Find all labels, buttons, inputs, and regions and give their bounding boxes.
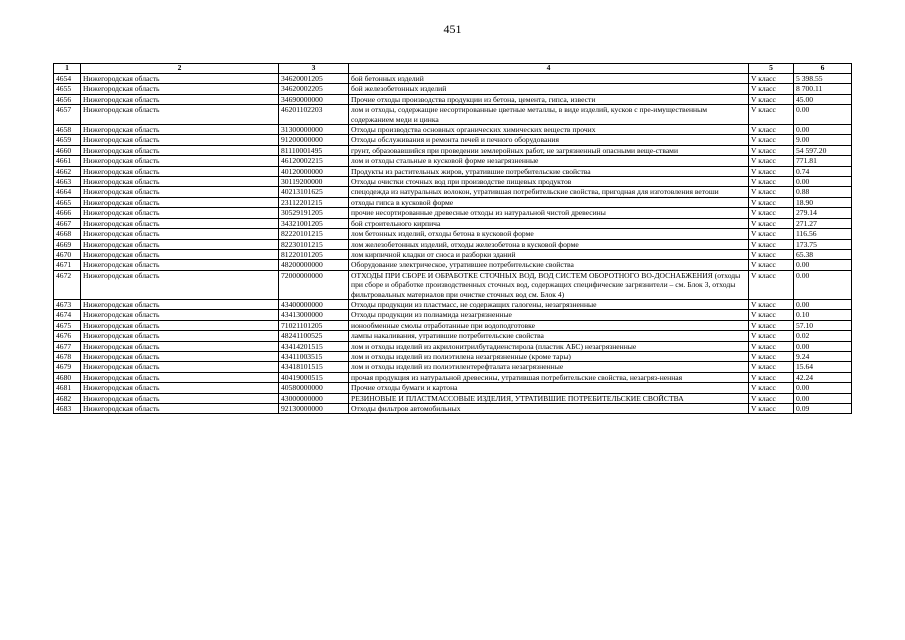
- description-cell: отходы гипса в кусковой форме: [349, 197, 749, 207]
- table-row: [54, 125, 852, 135]
- row-number-cell: 4675: [54, 320, 81, 330]
- class-cell: V класс: [749, 351, 794, 361]
- row-number-cell: 4659: [54, 135, 81, 145]
- amount-cell: 279.14: [794, 208, 852, 218]
- table-row: [54, 383, 852, 393]
- description-cell: Продукты из растительных жиров, утратившие потребительские свойства: [349, 166, 749, 176]
- region-cell: Нижегородская область: [81, 393, 279, 403]
- class-cell: V класс: [749, 341, 794, 351]
- class-cell: V класс: [749, 105, 794, 125]
- table-row: [54, 187, 852, 197]
- class-cell: V класс: [749, 310, 794, 320]
- amount-cell: 0.00: [794, 341, 852, 351]
- row-number-cell: 4681: [54, 383, 81, 393]
- description-cell: Отходы очистки сточных вод при производстве пищевых продуктов: [349, 177, 749, 187]
- code-cell: 34321001205: [279, 218, 349, 228]
- amount-cell: 42.24: [794, 372, 852, 382]
- header-cell: 4: [349, 64, 749, 74]
- table-row: [54, 208, 852, 218]
- code-cell: 43400000000: [279, 299, 349, 309]
- table-row: [54, 197, 852, 207]
- class-cell: V класс: [749, 331, 794, 341]
- description-cell: лом железобетонных изделий, отходы железобетона в кусковой форме: [349, 239, 749, 249]
- table-row: [54, 177, 852, 187]
- description-cell: ОТХОДЫ ПРИ СБОРЕ И ОБРАБОТКЕ СТОЧНЫХ ВОД, ВОД СИСТЕМ ОБОРОТНОГО ВО-ДОСНАБЖЕНИЯ (отходы при сборе и обработке производственных сточных вод, содержащих специфические загрязнители – см. Блок 3, отходы фильтровальных материалов при очистке сточных вод см. Блок 4): [349, 270, 749, 299]
- class-cell: V класс: [749, 135, 794, 145]
- amount-cell: 0.88: [794, 187, 852, 197]
- amount-cell: 0.10: [794, 310, 852, 320]
- region-cell: Нижегородская область: [81, 404, 279, 414]
- amount-cell: 0.00: [794, 177, 852, 187]
- region-cell: Нижегородская область: [81, 383, 279, 393]
- code-cell: 82230101215: [279, 239, 349, 249]
- description-cell: бой бетонных изделий: [349, 74, 749, 84]
- amount-cell: 173.75: [794, 239, 852, 249]
- description-cell: грунт, образовавшийся при проведении землеройных работ, не загрязненный опасными веще-ствами: [349, 145, 749, 155]
- region-cell: Нижегородская область: [81, 249, 279, 259]
- amount-cell: 0.74: [794, 166, 852, 176]
- class-cell: V класс: [749, 320, 794, 330]
- description-cell: Оборудование электрическое, утратившее потребительские свойства: [349, 260, 749, 270]
- table-row: [54, 135, 852, 145]
- region-cell: Нижегородская область: [81, 177, 279, 187]
- code-cell: 34690000000: [279, 94, 349, 104]
- table-row: [54, 362, 852, 372]
- header-row: [54, 64, 852, 74]
- waste-register-table: [53, 63, 852, 414]
- description-cell: лампы накаливания, утратившие потребительские свойства: [349, 331, 749, 341]
- region-cell: Нижегородская область: [81, 320, 279, 330]
- region-cell: Нижегородская область: [81, 135, 279, 145]
- class-cell: V класс: [749, 208, 794, 218]
- code-cell: 43413000000: [279, 310, 349, 320]
- amount-cell: 0.02: [794, 331, 852, 341]
- table-row: [54, 341, 852, 351]
- region-cell: Нижегородская область: [81, 208, 279, 218]
- table-row: [54, 270, 852, 299]
- code-cell: 34620002205: [279, 84, 349, 94]
- row-number-cell: 4658: [54, 125, 81, 135]
- class-cell: V класс: [749, 74, 794, 84]
- class-cell: V класс: [749, 125, 794, 135]
- description-cell: Отходы производства основных органических химических веществ прочих: [349, 125, 749, 135]
- description-cell: Отходы фильтров автомобильных: [349, 404, 749, 414]
- description-cell: Прочие отходы бумаги и картона: [349, 383, 749, 393]
- amount-cell: 0.00: [794, 260, 852, 270]
- class-cell: V класс: [749, 218, 794, 228]
- amount-cell: 0.00: [794, 125, 852, 135]
- amount-cell: 0.00: [794, 105, 852, 125]
- code-cell: 91200000000: [279, 135, 349, 145]
- region-cell: Нижегородская область: [81, 270, 279, 299]
- header-cell: 3: [279, 64, 349, 74]
- table-row: [54, 351, 852, 361]
- row-number-cell: 4656: [54, 94, 81, 104]
- region-cell: Нижегородская область: [81, 229, 279, 239]
- code-cell: 48241100525: [279, 331, 349, 341]
- description-cell: лом и отходы изделий из полиэтилентерефталата незагрязненные: [349, 362, 749, 372]
- row-number-cell: 4671: [54, 260, 81, 270]
- amount-cell: 0.00: [794, 393, 852, 403]
- description-cell: Отходы обслуживания и ремонта печей и печного оборудования: [349, 135, 749, 145]
- code-cell: 34620001205: [279, 74, 349, 84]
- code-cell: 43411003515: [279, 351, 349, 361]
- row-number-cell: 4673: [54, 299, 81, 309]
- region-cell: Нижегородская область: [81, 94, 279, 104]
- description-cell: ионообменные смолы отработанные при водоподготовке: [349, 320, 749, 330]
- region-cell: Нижегородская область: [81, 310, 279, 320]
- description-cell: бой железобетонных изделий: [349, 84, 749, 94]
- row-number-cell: 4657: [54, 105, 81, 125]
- code-cell: 46120002215: [279, 156, 349, 166]
- class-cell: V класс: [749, 404, 794, 414]
- class-cell: V класс: [749, 84, 794, 94]
- row-number-cell: 4667: [54, 218, 81, 228]
- code-cell: 43000000000: [279, 393, 349, 403]
- code-cell: 30119200000: [279, 177, 349, 187]
- table-row: [54, 229, 852, 239]
- class-cell: V класс: [749, 270, 794, 299]
- code-cell: 82220101215: [279, 229, 349, 239]
- table-row: [54, 218, 852, 228]
- row-number-cell: 4670: [54, 249, 81, 259]
- table-row: [54, 145, 852, 155]
- class-cell: V класс: [749, 166, 794, 176]
- row-number-cell: 4666: [54, 208, 81, 218]
- class-cell: V класс: [749, 372, 794, 382]
- amount-cell: 65.38: [794, 249, 852, 259]
- table-row: [54, 260, 852, 270]
- class-cell: V класс: [749, 249, 794, 259]
- class-cell: V класс: [749, 362, 794, 372]
- row-number-cell: 4683: [54, 404, 81, 414]
- code-cell: 72000000000: [279, 270, 349, 299]
- region-cell: Нижегородская область: [81, 197, 279, 207]
- amount-cell: 45.00: [794, 94, 852, 104]
- amount-cell: 0.00: [794, 299, 852, 309]
- table-row: [54, 404, 852, 414]
- amount-cell: 0.00: [794, 270, 852, 299]
- table-row: [54, 310, 852, 320]
- row-number-cell: 4678: [54, 351, 81, 361]
- table-row: [54, 84, 852, 94]
- table-row: [54, 239, 852, 249]
- row-number-cell: 4655: [54, 84, 81, 94]
- code-cell: 40120000000: [279, 166, 349, 176]
- amount-cell: 9.24: [794, 351, 852, 361]
- description-cell: спецодежда из натуральных волокон, утратившая потребительские свойства, пригодная для изготовления ветоши: [349, 187, 749, 197]
- row-number-cell: 4679: [54, 362, 81, 372]
- region-cell: Нижегородская область: [81, 74, 279, 84]
- row-number-cell: 4677: [54, 341, 81, 351]
- code-cell: 43418101515: [279, 362, 349, 372]
- code-cell: 23112201215: [279, 197, 349, 207]
- class-cell: V класс: [749, 177, 794, 187]
- code-cell: 48200000000: [279, 260, 349, 270]
- class-cell: V класс: [749, 260, 794, 270]
- table-row: [54, 156, 852, 166]
- class-cell: V класс: [749, 383, 794, 393]
- description-cell: Отходы продукции из полиамида незагрязненные: [349, 310, 749, 320]
- table-row: [54, 331, 852, 341]
- region-cell: Нижегородская область: [81, 351, 279, 361]
- row-number-cell: 4676: [54, 331, 81, 341]
- header-cell: 6: [794, 64, 852, 74]
- class-cell: V класс: [749, 197, 794, 207]
- table-row: [54, 166, 852, 176]
- row-number-cell: 4669: [54, 239, 81, 249]
- code-cell: 81110001495: [279, 145, 349, 155]
- region-cell: Нижегородская область: [81, 187, 279, 197]
- amount-cell: 9.00: [794, 135, 852, 145]
- table-row: [54, 320, 852, 330]
- class-cell: V класс: [749, 239, 794, 249]
- amount-cell: 0.09: [794, 404, 852, 414]
- table-row: [54, 299, 852, 309]
- description-cell: лом и отходы изделий из полиэтилена незагрязненные (кроме тары): [349, 351, 749, 361]
- region-cell: Нижегородская область: [81, 218, 279, 228]
- row-number-cell: 4662: [54, 166, 81, 176]
- row-number-cell: 4661: [54, 156, 81, 166]
- code-cell: 46201102203: [279, 105, 349, 125]
- class-cell: V класс: [749, 187, 794, 197]
- region-cell: Нижегородская область: [81, 341, 279, 351]
- row-number-cell: 4668: [54, 229, 81, 239]
- amount-cell: 8 700.11: [794, 84, 852, 94]
- region-cell: Нижегородская область: [81, 125, 279, 135]
- region-cell: Нижегородская область: [81, 105, 279, 125]
- code-cell: 81220101205: [279, 249, 349, 259]
- region-cell: Нижегородская область: [81, 156, 279, 166]
- code-cell: 40213101625: [279, 187, 349, 197]
- code-cell: 30529191205: [279, 208, 349, 218]
- amount-cell: 116.56: [794, 229, 852, 239]
- description-cell: Прочие отходы производства продукции из бетона, цемента, гипса, извести: [349, 94, 749, 104]
- description-cell: лом и отходы, содержащие несортированные цветные металлы, в виде изделий, кусков с пре-имущественным содержанием меди и цинка: [349, 105, 749, 125]
- region-cell: Нижегородская область: [81, 299, 279, 309]
- class-cell: V класс: [749, 94, 794, 104]
- row-number-cell: 4660: [54, 145, 81, 155]
- header-cell: 5: [749, 64, 794, 74]
- description-cell: прочая продукция из натуральной древесины, утратившая потребительские свойства, незагряз-ненная: [349, 372, 749, 382]
- description-cell: Отходы продукции из пластмасс, не содержащих галогены, незагрязненные: [349, 299, 749, 309]
- description-cell: бой строительного кирпича: [349, 218, 749, 228]
- class-cell: V класс: [749, 299, 794, 309]
- description-cell: лом кирпичной кладки от сноса и разборки зданий: [349, 249, 749, 259]
- description-cell: РЕЗИНОВЫЕ И ПЛАСТМАССОВЫЕ ИЗДЕЛИЯ, УТРАТИВШИЕ ПОТРЕБИТЕЛЬСКИЕ СВОЙСТВА: [349, 393, 749, 403]
- class-cell: V класс: [749, 229, 794, 239]
- row-number-cell: 4674: [54, 310, 81, 320]
- row-number-cell: 4680: [54, 372, 81, 382]
- class-cell: V класс: [749, 156, 794, 166]
- amount-cell: 57.10: [794, 320, 852, 330]
- code-cell: 31300000000: [279, 125, 349, 135]
- code-cell: 40419000515: [279, 372, 349, 382]
- table-row: [54, 372, 852, 382]
- amount-cell: 771.81: [794, 156, 852, 166]
- table-row: [54, 74, 852, 84]
- table-row: [54, 393, 852, 403]
- description-cell: лом и отходы изделий из акрилонитрилбутадиенстирола (пластик АБС) незагрязненные: [349, 341, 749, 351]
- region-cell: Нижегородская область: [81, 239, 279, 249]
- header-cell: 1: [54, 64, 81, 74]
- row-number-cell: 4672: [54, 270, 81, 299]
- code-cell: 40580000000: [279, 383, 349, 393]
- amount-cell: 5 398.55: [794, 74, 852, 84]
- class-cell: V класс: [749, 393, 794, 403]
- region-cell: Нижегородская область: [81, 166, 279, 176]
- table-row: [54, 105, 852, 125]
- code-cell: 92130000000: [279, 404, 349, 414]
- description-cell: лом и отходы стальные в кусковой форме незагрязненные: [349, 156, 749, 166]
- row-number-cell: 4682: [54, 393, 81, 403]
- amount-cell: 0.00: [794, 383, 852, 393]
- table-body: [54, 74, 852, 414]
- table-row: [54, 249, 852, 259]
- amount-cell: 54 597.20: [794, 145, 852, 155]
- table-row: [54, 94, 852, 104]
- amount-cell: 18.90: [794, 197, 852, 207]
- row-number-cell: 4663: [54, 177, 81, 187]
- amount-cell: 15.64: [794, 362, 852, 372]
- class-cell: V класс: [749, 145, 794, 155]
- description-cell: лом бетонных изделий, отходы бетона в кусковой форме: [349, 229, 749, 239]
- region-cell: Нижегородская область: [81, 84, 279, 94]
- row-number-cell: 4664: [54, 187, 81, 197]
- region-cell: Нижегородская область: [81, 362, 279, 372]
- region-cell: Нижегородская область: [81, 145, 279, 155]
- description-cell: прочие несортированные древесные отходы из натуральной чистой древесины: [349, 208, 749, 218]
- code-cell: 43414201515: [279, 341, 349, 351]
- region-cell: Нижегородская область: [81, 372, 279, 382]
- code-cell: 71021101205: [279, 320, 349, 330]
- region-cell: Нижегородская область: [81, 331, 279, 341]
- region-cell: Нижегородская область: [81, 260, 279, 270]
- row-number-cell: 4665: [54, 197, 81, 207]
- amount-cell: 271.27: [794, 218, 852, 228]
- page-number: 451: [443, 22, 462, 36]
- header-cell: 2: [81, 64, 279, 74]
- row-number-cell: 4654: [54, 74, 81, 84]
